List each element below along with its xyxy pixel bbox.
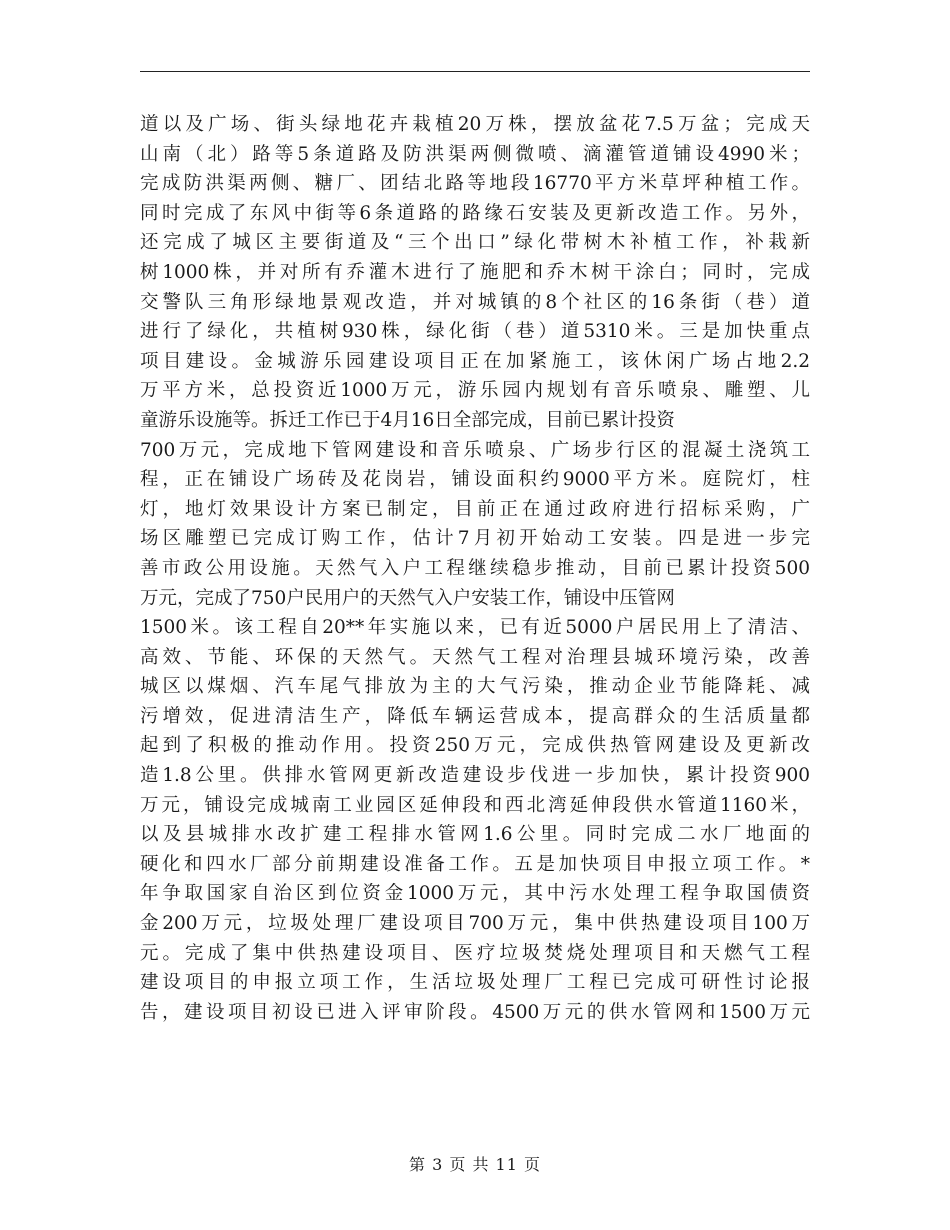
text-line: 道以及广场、街头绿地花卉栽植20万株，摆放盆花7.5万盆；完成天 [140, 114, 810, 135]
text-line: 700万元，完成地下管网建设和音乐喷泉、广场步行区的混凝土浇筑工 [140, 439, 810, 461]
text-line: 项目建设。金城游乐园建设项目正在加紧施工，该休闲广场占地2.2 [140, 350, 810, 372]
text-line: 交警队三角形绿地景观改造，并对城镇的8个社区的16条街（巷）道 [140, 291, 810, 313]
text-line: 金200万元，垃圾处理厂建设项目700万元，集中供热建设项目100万 [140, 913, 810, 935]
page-number: 第 3 页 共 11 页 [409, 1155, 541, 1174]
text-line: 造1.8公里。供排水管网更新改造建设步伐进一步加快，累计投资900 [140, 765, 810, 787]
text-line: 山南（北）路等5条道路及防洪渠两侧微喷、滴灌管道铺设4990米； [140, 143, 810, 165]
text-line: 同时完成了东风中街等6条道路的路缘石安装及更新改造工作。另外， [140, 202, 810, 224]
text-line: 1500米。该工程自20**年实施以来，已有近5000户居民用上了清洁、 [140, 617, 810, 639]
text-line: 树1000株，并对所有乔灌木进行了施肥和乔木树干涂白；同时，完成 [140, 261, 810, 283]
text-line: 高效、节能、环保的天然气。天然气工程对治理县城环境污染，改善 [140, 646, 810, 668]
text-line: 完成防洪渠两侧、糖厂、团结北路等地段16770平方米草坪种植工作。 [140, 173, 810, 195]
text-line: 程，正在铺设广场砖及花岗岩，铺设面积约9000平方米。庭院灯，柱 [140, 469, 810, 491]
text-line: 万元，铺设完成城南工业园区延伸段和西北湾延伸段供水管道1160米， [140, 794, 810, 816]
text-line: 童游乐设施等。拆迁工作已于4月16日全部完成，目前已累计投资 [140, 409, 675, 431]
text-line: 万元，完成了750户民用户的天然气入户安装工作，铺设中压管网 [140, 587, 675, 609]
header-rule [140, 71, 810, 72]
text-line: 灯，地灯效果设计方案已制定，目前正在通过政府进行招标采购，广 [140, 498, 810, 520]
text-line: 年争取国家自治区到位资金1000万元，其中污水处理工程争取国债资 [140, 883, 810, 905]
text-line: 进行了绿化，共植树930株，绿化街（巷）道5310米。三是加快重点 [140, 321, 810, 343]
text-line: 万平方米，总投资近1000万元，游乐园内规划有音乐喷泉、雕塑、儿 [140, 380, 810, 402]
text-line: 善市政公用设施。天然气入户工程继续稳步推动，目前已累计投资500 [140, 557, 810, 579]
text-line: 城区以煤烟、汽车尾气排放为主的大气污染，推动企业节能降耗、减 [140, 676, 810, 698]
text-line: 告，建设项目初设已进入评审阶段。4500万元的供水管网和1500万元 [140, 1001, 810, 1023]
text-line: 硬化和四水厂部分前期建设准备工作。五是加快项目申报立项工作。* [140, 853, 810, 875]
text-line: 起到了积极的推动作用。投资250万元，完成供热管网建设及更新改 [140, 735, 810, 757]
text-line: 场区雕塑已完成订购工作，估计7月初开始动工安装。四是进一步完 [140, 528, 810, 550]
text-line: 元。完成了集中供热建设项目、医疗垃圾焚烧处理项目和天燃气工程 [140, 942, 810, 964]
text-line: 还完成了城区主要街道及“三个出口”绿化带树木补植工作，补栽新 [140, 232, 810, 254]
text-line: 建设项目的申报立项工作，生活垃圾处理厂工程已完成可研性讨论报 [140, 972, 810, 994]
body-text [140, 110, 810, 1027]
text-line: 以及县城排水改扩建工程排水管网1.6公里。同时完成二水厂地面的 [140, 824, 810, 846]
text-line: 污增效，促进清洁生产，降低车辆运营成本，提高群众的生活质量都 [140, 705, 810, 727]
